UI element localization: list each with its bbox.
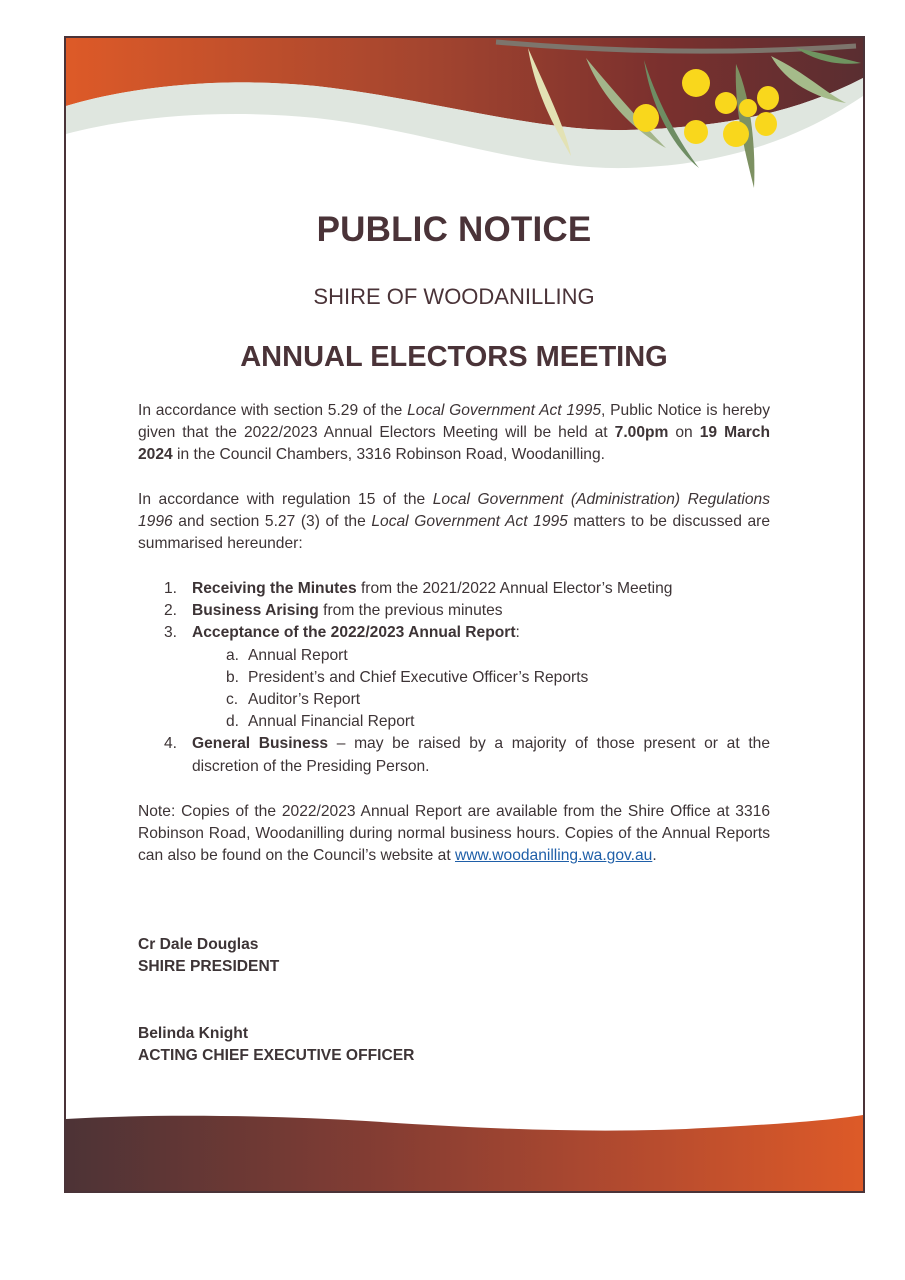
act-reference: Local Government Act 1995 <box>371 513 568 531</box>
meeting-time: 7.00pm <box>614 424 669 442</box>
header-banner-illustration <box>66 38 863 198</box>
wattle-blossom-icon <box>684 120 708 144</box>
footer-banner <box>66 1111 863 1191</box>
agenda-subitem: d. Annual Financial Report <box>226 713 415 731</box>
wattle-blossom-icon <box>757 86 779 110</box>
regulations-reference: Local Government (Administration) Regulations 1996 <box>138 491 770 531</box>
signatory-name: Cr Dale Douglas <box>138 936 259 953</box>
agenda-item: 3. Acceptance of the 2022/2023 Annual Report: <box>164 624 520 642</box>
footer-gradient-band <box>66 1115 863 1191</box>
meeting-heading: ANNUAL ELECTORS MEETING <box>240 341 668 373</box>
wattle-blossom-icon <box>739 99 757 117</box>
signatory-role: ACTING CHIEF EXECUTIVE OFFICER <box>138 1047 415 1065</box>
agenda-item: 4. General Business – may be raised by a majority of those present or at the discretion of the Presiding Person. <box>164 735 770 775</box>
note-paragraph: Note: Copies of the 2022/2023 Annual Report are available from the Shire Office at 3316 Robinson Road, Woodanilling during normal business hours. Copies of the Annual Reports can also be found on the Council’s website at www.woodanilling.wa.gov.au. <box>138 803 770 865</box>
act-reference: Local Government Act 1995 <box>407 402 602 419</box>
page-title: PUBLIC NOTICE <box>316 210 592 249</box>
agenda-subitem: b. President’s and Chief Executive Officer’s Reports <box>226 668 589 686</box>
agenda-subitem: c. Auditor’s Report <box>226 691 361 709</box>
notice-page <box>64 36 865 1193</box>
signatory-president <box>138 934 279 978</box>
signatory-role: SHIRE PRESIDENT <box>138 958 280 976</box>
agenda-item: 2. Business Arising from the previous minutes <box>164 602 503 620</box>
wattle-blossom-icon <box>755 112 777 136</box>
matters-intro-paragraph: In accordance with regulation 15 of the Local Government (Administration) Regulations 1996 and section 5.27 (3) of the Local Government Act 1995 matters to be discussed are summarised hereunder: <box>138 491 771 553</box>
meeting-date: 19 March 2024 <box>138 424 771 464</box>
agenda-list <box>138 578 770 778</box>
wattle-blossom-icon <box>682 69 710 97</box>
agenda-item: 1. Receiving the Minutes from the 2021/2022 Annual Elector’s Meeting <box>164 580 673 597</box>
organisation-name: SHIRE OF WOODANILLING <box>313 284 595 309</box>
signatory-ceo <box>138 1023 414 1067</box>
meeting-announcement-paragraph: In accordance with section 5.29 of the Local Government Act 1995, Public Notice is hereby given that the 2022/2023 Annual Electors Meeting will be held at 7.00pm on 19 March 2024 in the Council Chambers, 3316 Robinson Road, Woodanilling. <box>138 402 771 464</box>
wattle-blossom-icon <box>723 121 749 147</box>
agenda-subitem: a. Annual Report <box>226 646 348 664</box>
wattle-blossom-icon <box>715 92 737 114</box>
wattle-blossom-icon <box>633 104 659 132</box>
signatory-name: Belinda Knight <box>138 1025 249 1042</box>
council-website-link[interactable]: www.woodanilling.wa.gov.au <box>455 847 653 865</box>
